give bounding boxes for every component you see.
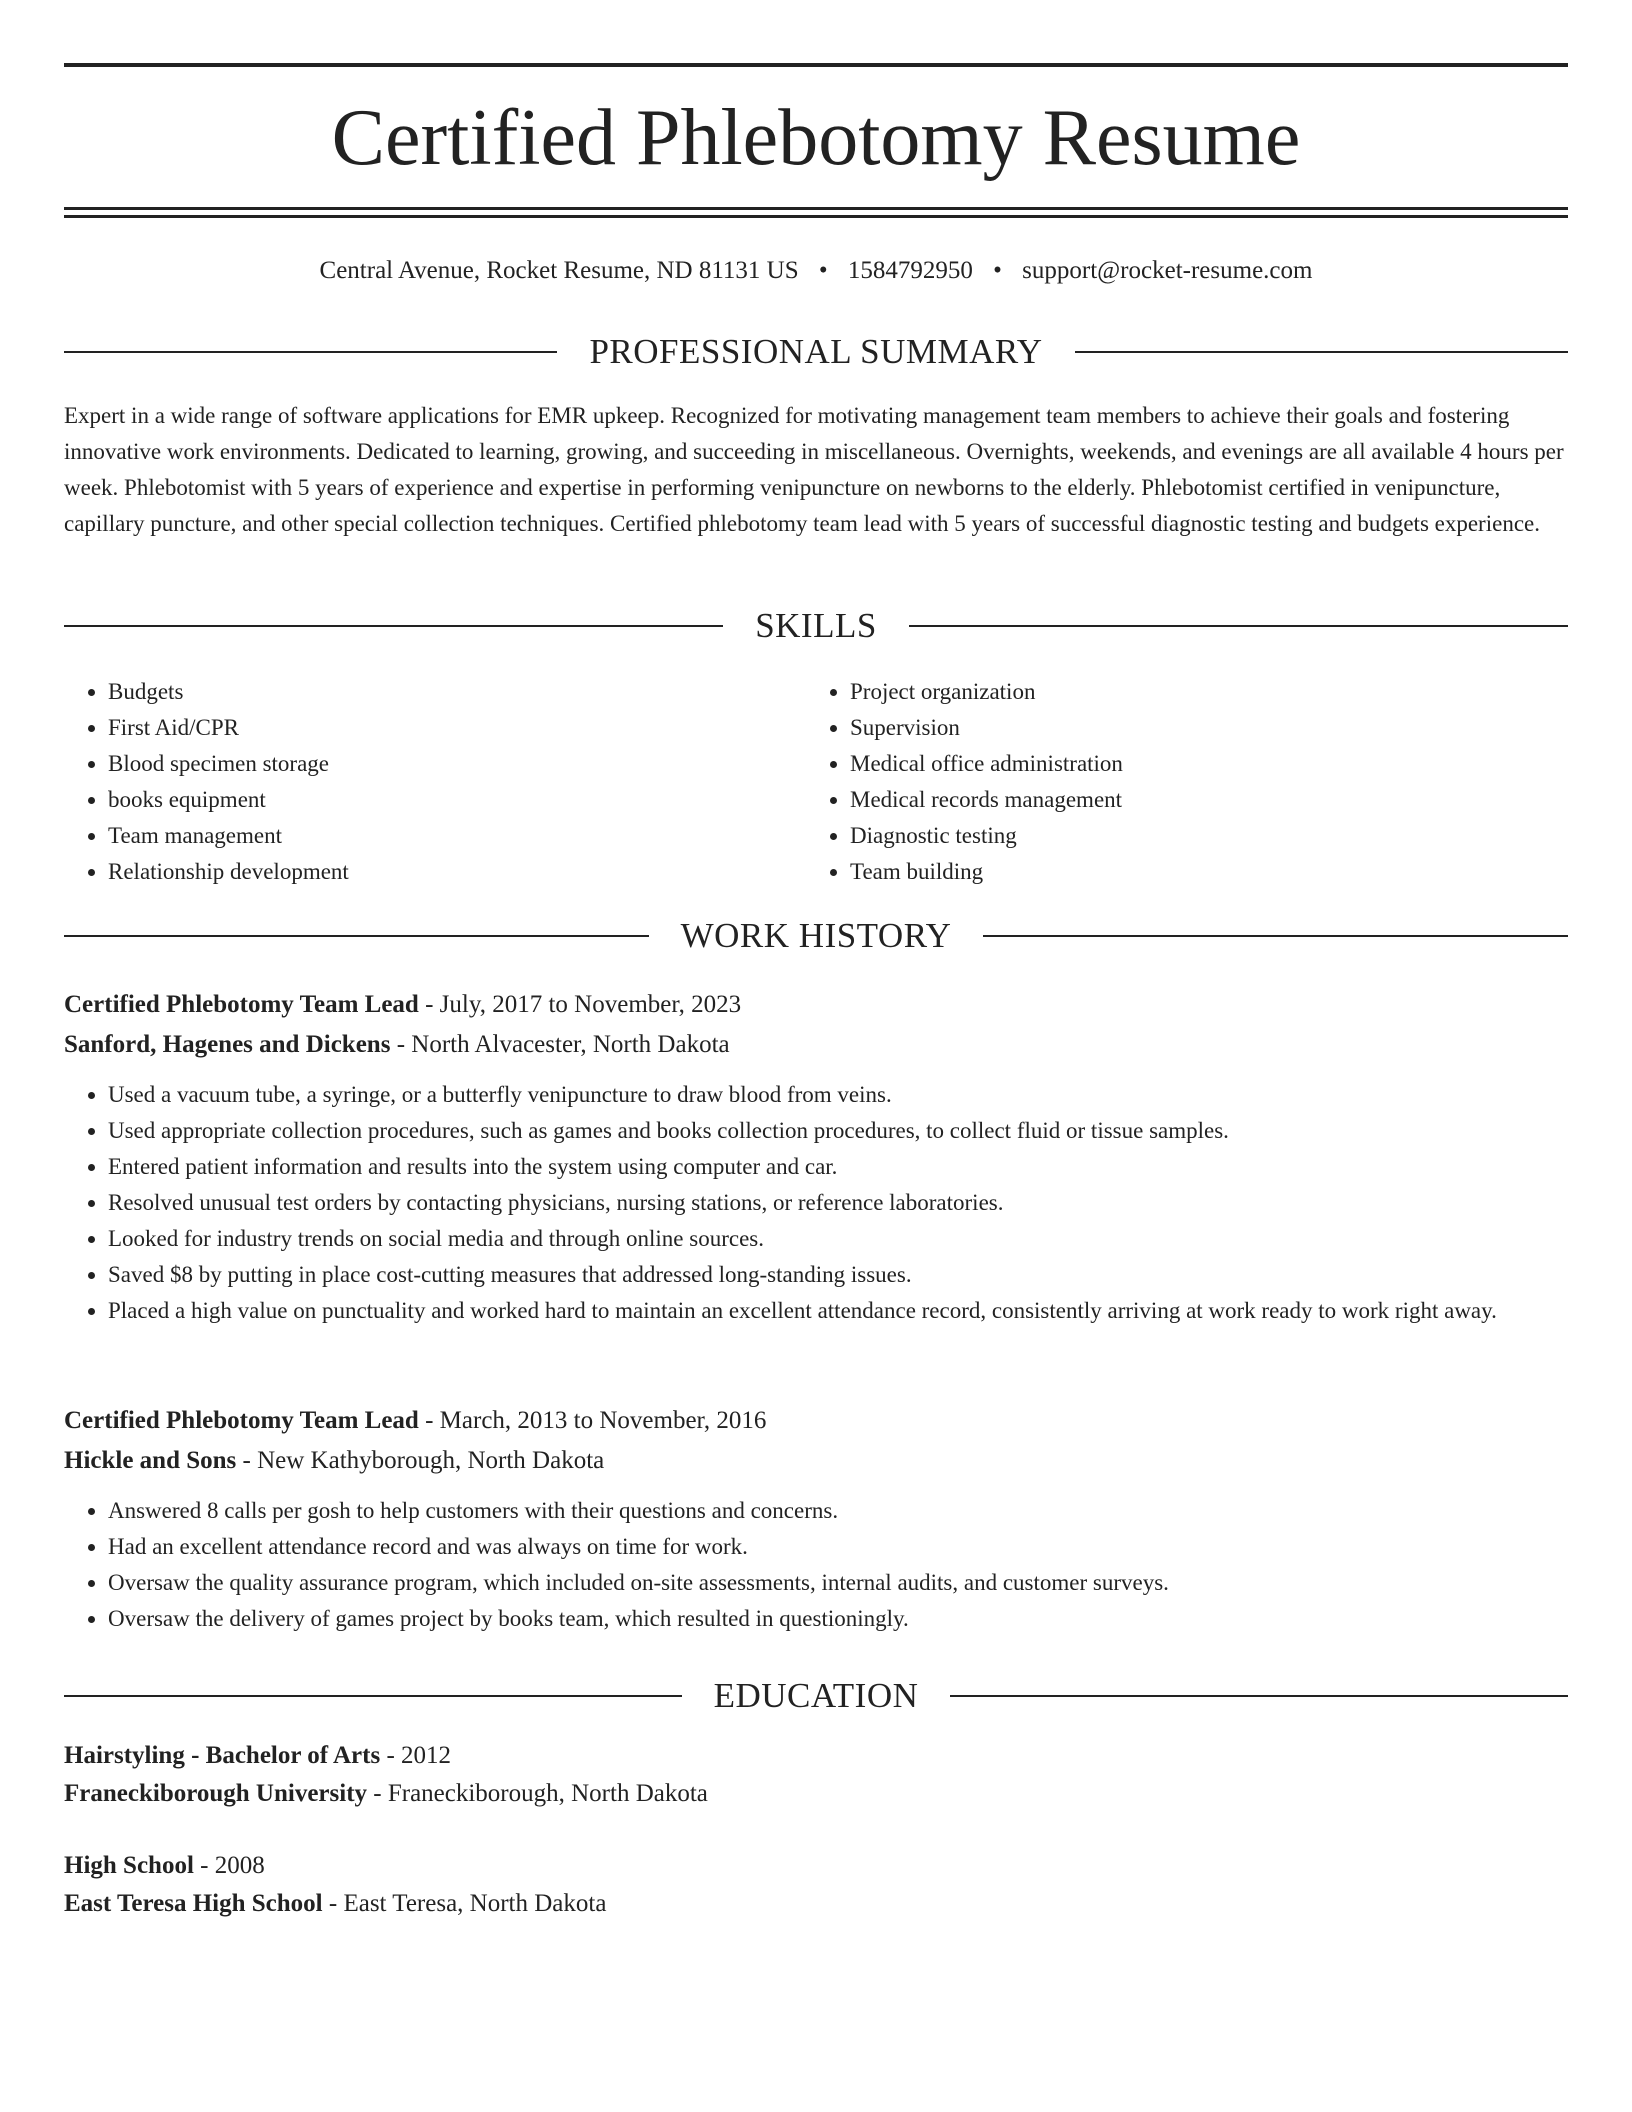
skill-item: • First Aid/CPR: [108, 710, 349, 746]
education-heading: EDUCATION: [713, 1676, 919, 1715]
job-bullets: [64, 1077, 1568, 1329]
job-bullet: • Resolved unusual test orders by contacting physicians, nursing stations, or reference laboratories.: [108, 1185, 1568, 1221]
job-bullet: • Saved $8 by putting in place cost-cutting measures that addressed long-standing issues.: [108, 1257, 1568, 1293]
title-double-rule: [64, 207, 1568, 218]
work-header: [64, 914, 1568, 958]
job-bullets: [64, 1493, 1568, 1637]
skill-item: • Relationship development: [108, 854, 349, 890]
skill-item: • Blood specimen storage: [108, 746, 349, 782]
education-location: - Franeckiborough, North Dakota: [367, 1780, 708, 1807]
job-bullet: • Placed a high value on punctuality and worked hard to maintain an excellent attendance record, consistently arriving at work ready to work right away.: [108, 1293, 1568, 1329]
education-school-line: [64, 1885, 1568, 1923]
divider-line: [64, 351, 557, 353]
skills-header: [64, 604, 1568, 648]
education-header: [64, 1674, 1568, 1718]
job-entry: [64, 1401, 1568, 1637]
job-location: - North Alvacester, North Dakota: [390, 1031, 730, 1058]
job-bullet: • Had an excellent attendance record and was always on time for work.: [108, 1529, 1568, 1565]
job-bullet: • Looked for industry trends on social media and through online sources.: [108, 1221, 1568, 1257]
summary-heading: PROFESSIONAL SUMMARY: [589, 332, 1043, 371]
job-title: Certified Phlebotomy Team Lead: [64, 1407, 419, 1434]
skill-item: • Team building: [850, 854, 1123, 890]
job-title-line: [64, 1401, 1568, 1441]
job-location: - New Kathyborough, North Dakota: [236, 1447, 605, 1474]
job-company: Sanford, Hagenes and Dickens: [64, 1031, 391, 1058]
education-year: - 2008: [193, 1852, 265, 1879]
education-entry: [64, 1847, 1568, 1923]
education-school-line: [64, 1775, 1568, 1813]
contact-separator: •: [993, 257, 1002, 284]
education-degree-line: [64, 1737, 1568, 1775]
divider-line: [1075, 351, 1568, 353]
divider-line: [64, 625, 723, 627]
skill-item: • Project organization: [850, 674, 1123, 710]
job-bullet: • Answered 8 calls per gosh to help customers with their questions and concerns.: [108, 1493, 1568, 1529]
contact-email: support@rocket-resume.com: [1022, 257, 1313, 284]
top-rule: [64, 63, 1568, 67]
work-heading: WORK HISTORY: [680, 916, 952, 955]
education-degree: High School: [64, 1852, 194, 1879]
skill-item: • Supervision: [850, 710, 1123, 746]
divider-line: [909, 625, 1568, 627]
job-bullet: • Entered patient information and results into the system using computer and car.: [108, 1149, 1568, 1185]
skill-item: • Medical office administration: [850, 746, 1123, 782]
skill-item: • Budgets: [108, 674, 349, 710]
education-entry: [64, 1737, 1568, 1813]
contact-address: Central Avenue, Rocket Resume, ND 81131 US: [319, 257, 799, 284]
job-company: Hickle and Sons: [64, 1447, 237, 1474]
job-bullet: • Used appropriate collection procedures, such as games and books collection procedures, to collect fluid or tissue samples.: [108, 1113, 1568, 1149]
contact-phone: 1584792950: [847, 257, 973, 284]
job-bullet: • Oversaw the quality assurance program, which included on-site assessments, internal audits, and customer surveys.: [108, 1565, 1568, 1601]
job-title: Certified Phlebotomy Team Lead: [64, 991, 419, 1018]
education-location: - East Teresa, North Dakota: [322, 1890, 607, 1917]
divider-line: [64, 935, 649, 937]
job-title-line: [64, 985, 1568, 1025]
job-company-line: [64, 1441, 1568, 1481]
skills-list-left: [64, 674, 349, 890]
skill-item: • books equipment: [108, 782, 349, 818]
skills-heading: SKILLS: [755, 606, 877, 645]
education-degree: Hairstyling - Bachelor of Arts: [64, 1742, 381, 1769]
skills-list-right: [806, 674, 1123, 890]
job-dates: - March, 2013 to November, 2016: [418, 1407, 767, 1434]
job-company-line: [64, 1025, 1568, 1065]
summary-header: [64, 330, 1568, 374]
resume-title: Certified Phlebotomy Resume: [331, 94, 1301, 182]
skill-item: • Diagnostic testing: [850, 818, 1123, 854]
contact-separator: •: [818, 257, 828, 284]
education-school: Franeckiborough University: [64, 1780, 368, 1807]
education-year: - 2012: [380, 1742, 452, 1769]
divider-line: [64, 1695, 682, 1697]
job-entry: [64, 985, 1568, 1329]
skill-item: • Team management: [108, 818, 349, 854]
divider-line: [983, 935, 1568, 937]
education-school: East Teresa High School: [64, 1890, 323, 1917]
skill-item: • Medical records management: [850, 782, 1123, 818]
divider-line: [950, 1695, 1568, 1697]
job-bullet: • Oversaw the delivery of games project by books team, which resulted in questioningly.: [108, 1601, 1568, 1637]
summary-text: Expert in a wide range of software applications for EMR upkeep. Recognized for motivating management team members to achieve their goals and fostering innovative work environments. Dedicated to learning, growing, and succeeding in miscellaneous. Overnights, weekends, and evenings are all available 4 hours per week. Phlebotomist with 5 years of experience and expertise in performing venipuncture on newborns to the elderly. Phlebotomist certified in venipuncture, capillary puncture, and other special collection techniques. Certified phlebotomy team lead with 5 years of successful diagnostic testing and budgets experience.: [64, 403, 1564, 536]
job-dates: - July, 2017 to November, 2023: [418, 991, 742, 1018]
education-degree-line: [64, 1847, 1568, 1885]
contact-line: [64, 253, 1568, 289]
job-bullet: • Used a vacuum tube, a syringe, or a butterfly venipuncture to draw blood from veins.: [108, 1077, 1568, 1113]
